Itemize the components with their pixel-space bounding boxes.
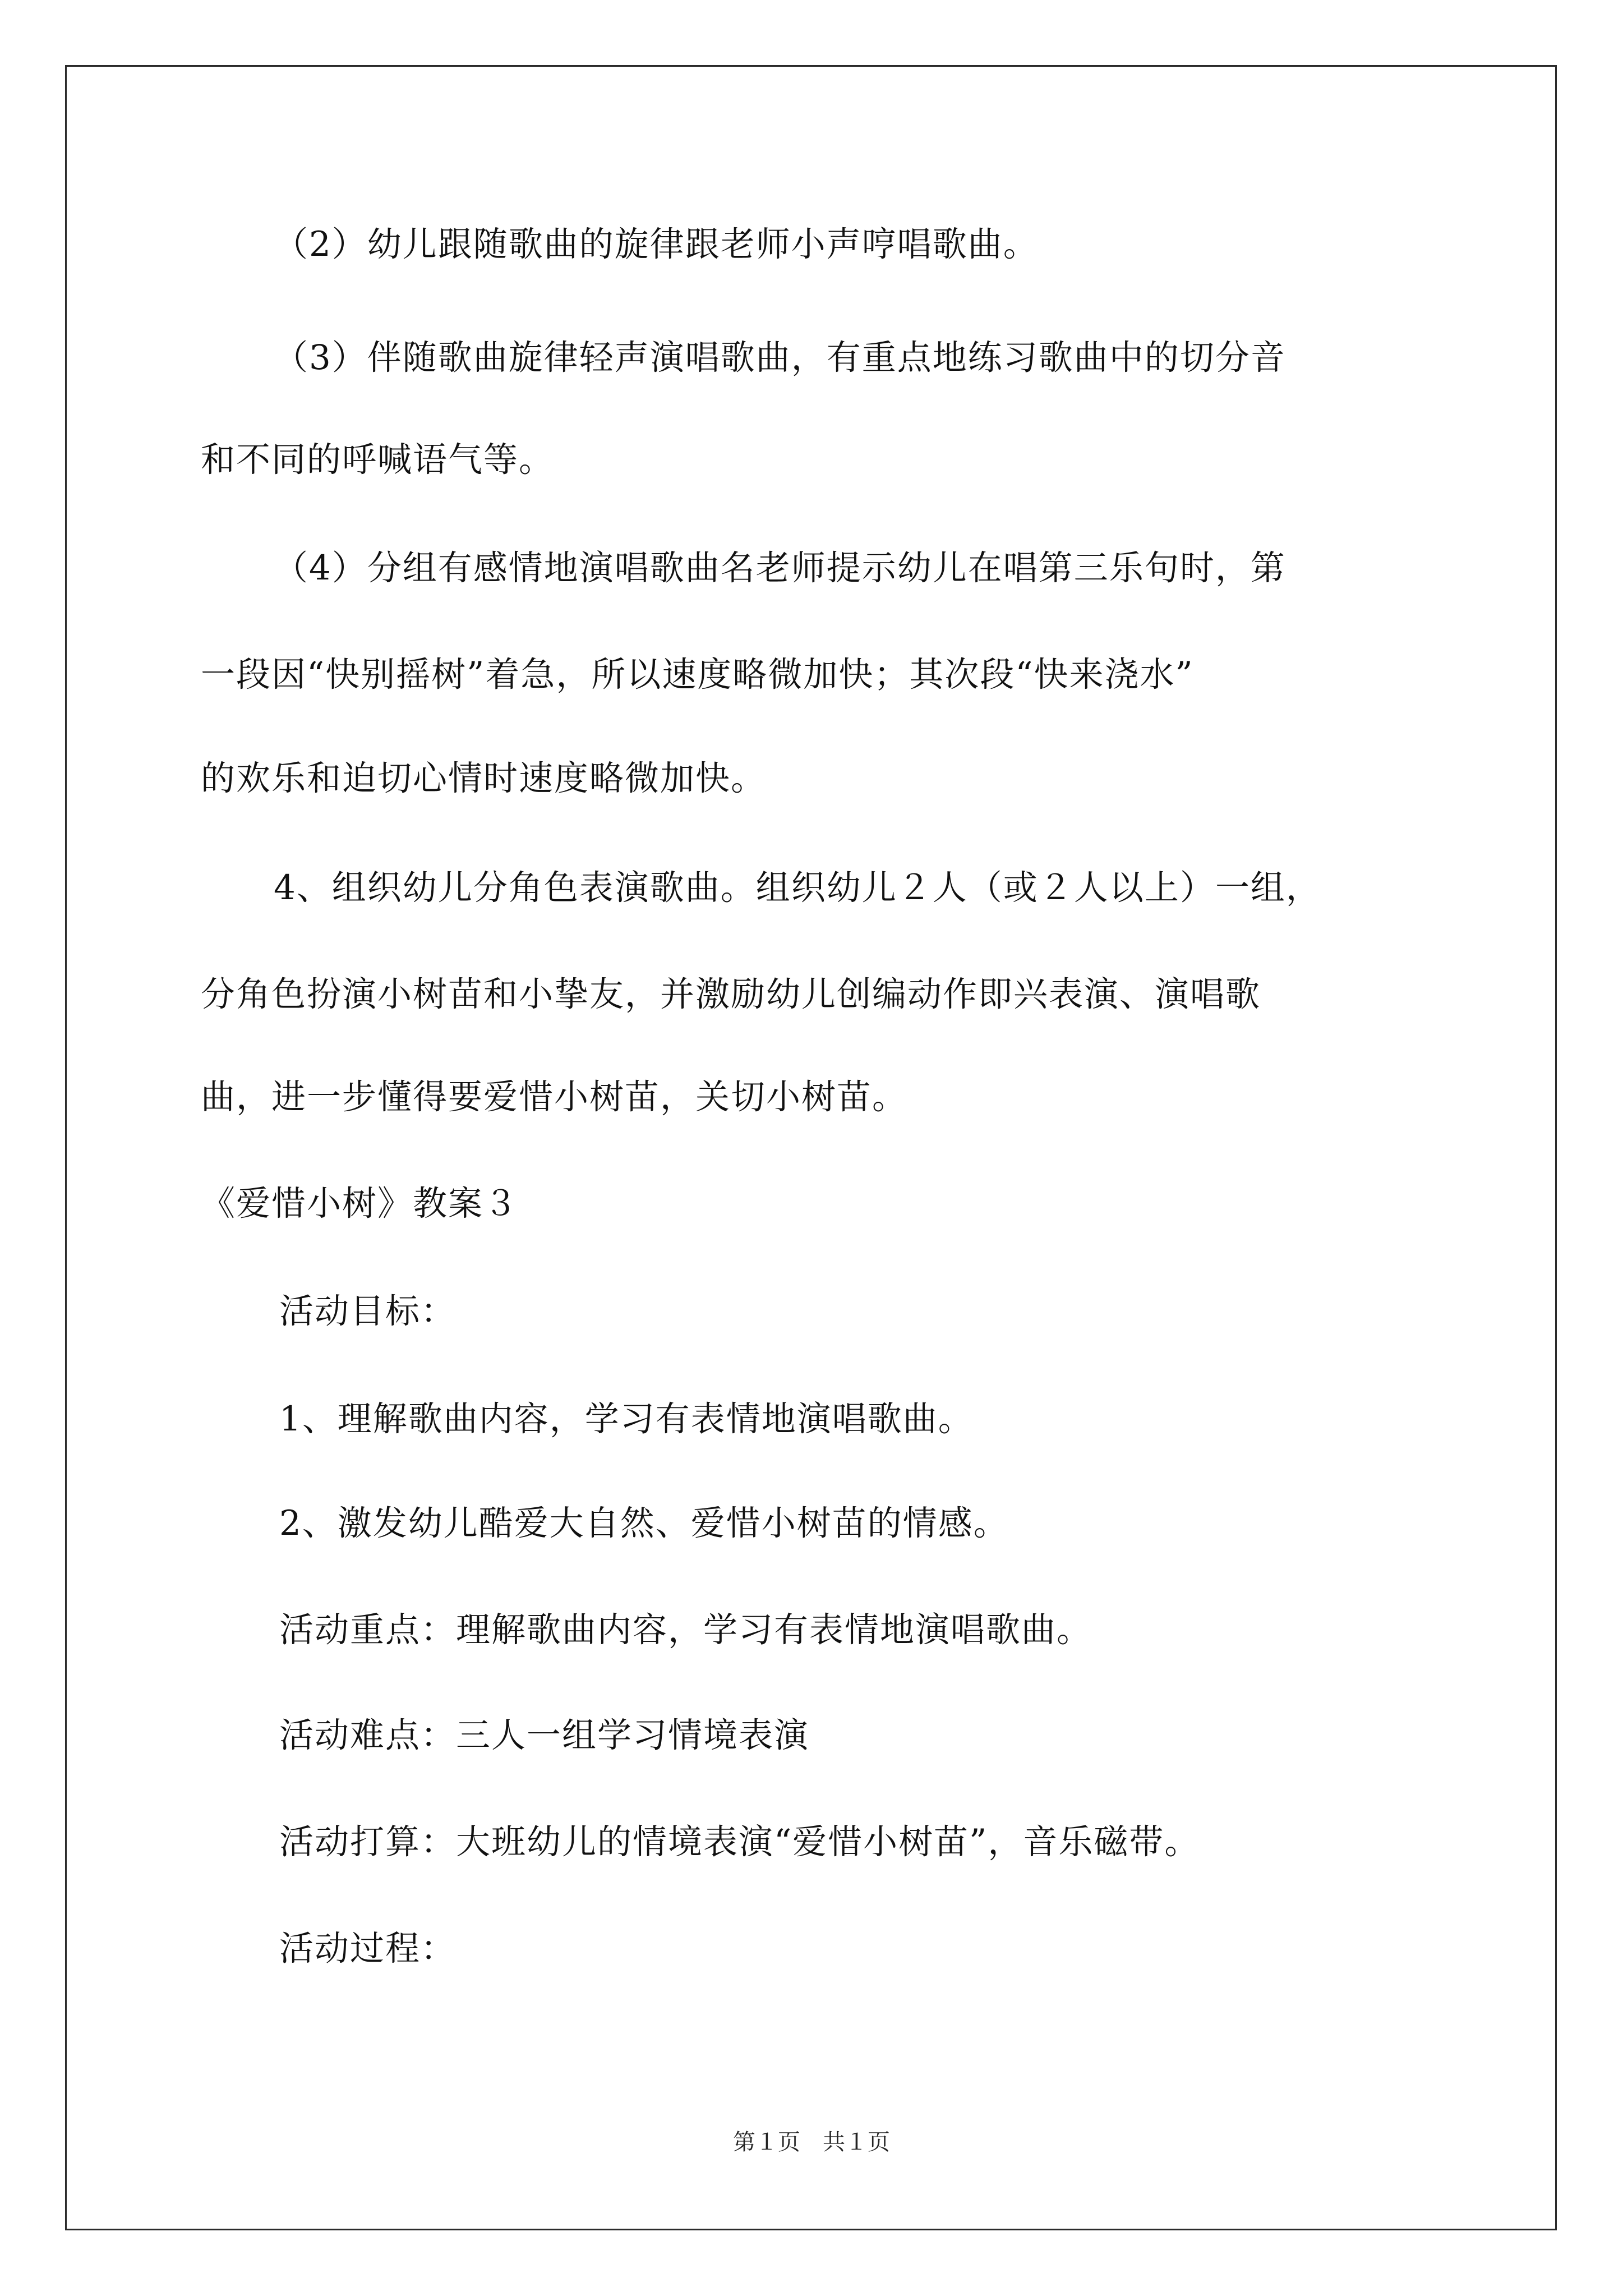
text-line-6: 的欢乐和迫切心情时速度略微加快。 — [201, 758, 767, 798]
text-line-2: （3）伴随歌曲旋律轻声演唱歌曲，有重点地练习歌曲中的切分音 — [274, 338, 1286, 378]
text-line-11: 活动目标： — [279, 1291, 457, 1331]
text-line-13: 2、激发幼儿酷爱大自然、爱惜小树苗的情感。 — [279, 1503, 1009, 1543]
page-number-footer: 第１页 共１页 — [733, 2129, 890, 2155]
text-line-5: 一段因“快别摇树”着急，所以速度略微加快；其次段“快来浇水” — [201, 655, 1194, 694]
text-line-14: 活动重点：理解歌曲内容，学习有表情地演唱歌曲。 — [279, 1610, 1092, 1650]
text-line-3: 和不同的呼喊语气等。 — [201, 440, 555, 480]
text-line-9: 曲，进一步懂得要爱惜小树苗，关切小树苗。 — [201, 1077, 908, 1117]
text-line-4: （4）分组有感情地演唱歌曲名老师提示幼儿在唱第三乐句时，第 — [274, 548, 1286, 588]
text-line-7: 4、组织幼儿分角色表演歌曲。组织幼儿２人（或２人以上）一组， — [274, 868, 1321, 908]
section-title: 《爱惜小树》教案３ — [201, 1184, 519, 1223]
text-line-12: 1、理解歌曲内容，学习有表情地演唱歌曲。 — [279, 1399, 974, 1439]
text-line-15: 活动难点：三人一组学习情境表演 — [279, 1715, 810, 1755]
page-border — [65, 65, 1557, 2230]
text-line-1: （2）幼儿跟随歌曲的旋律跟老师小声哼唱歌曲。 — [274, 224, 1039, 264]
text-line-8: 分角色扮演小树苗和小挚友，并激励幼儿创编动作即兴表演、演唱歌 — [201, 974, 1261, 1014]
text-line-17: 活动过程： — [279, 1929, 457, 1968]
text-line-16: 活动打算：大班幼儿的情境表演“爱惜小树苗”，音乐磁带。 — [279, 1822, 1200, 1862]
